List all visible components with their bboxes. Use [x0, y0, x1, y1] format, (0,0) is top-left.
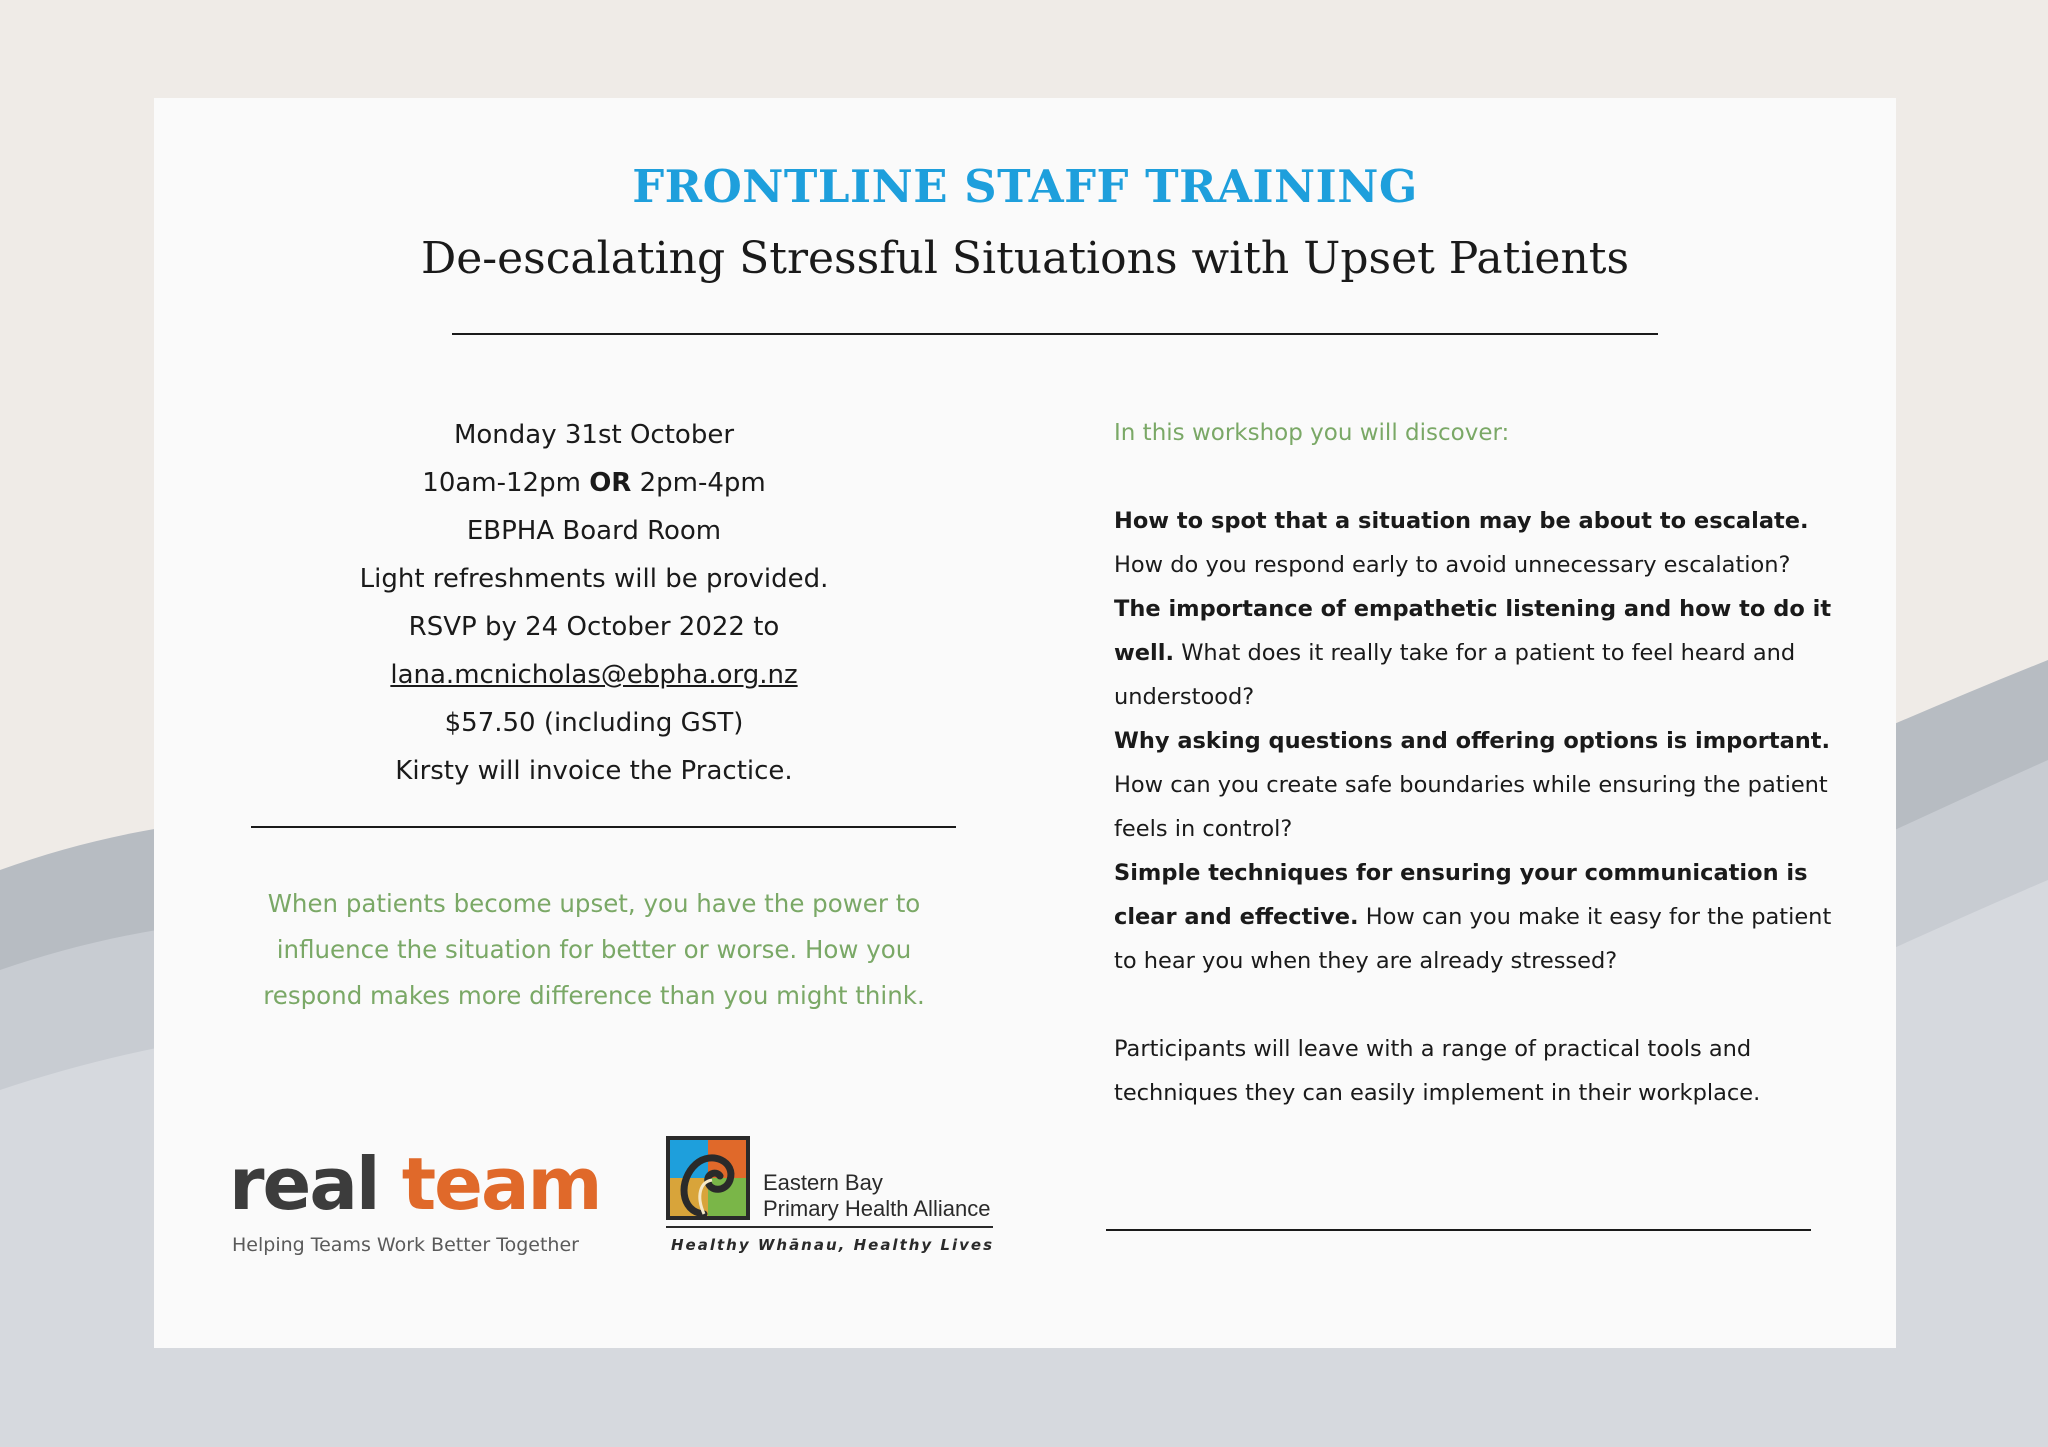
ebpha-underline — [666, 1226, 993, 1228]
topic-item — [1114, 719, 1834, 851]
workshop-section — [1114, 411, 1834, 1115]
details-divider — [251, 826, 956, 828]
topic-item — [1114, 587, 1834, 719]
workshop-divider — [1106, 1229, 1811, 1231]
event-price: $57.50 (including GST) — [444, 708, 744, 738]
topic-lead: How to spot that a situation may be about to escalate. — [1114, 508, 1809, 534]
topic-list — [1114, 499, 1834, 983]
rsvp-email-link[interactable]: lana.mcnicholas@ebpha.org.nz — [390, 660, 798, 690]
flyer-title: De-escalating Stressful Situations with Upset Patients — [420, 233, 1630, 284]
workshop-closing: Participants will leave with a range of practical tools and techniques they can easily implement in their workplace. — [1114, 1036, 1761, 1106]
time-or: OR — [589, 468, 632, 498]
ebpha-name-line2: Primary Health Alliance — [763, 1196, 991, 1221]
topic-text: What does it really take for a patient to feel heard and understood? — [1114, 640, 1796, 710]
topic-text: How do you respond early to avoid unnecessary escalation? — [1114, 552, 1791, 578]
time-option-b: 2pm-4pm — [639, 468, 766, 498]
topic-item — [1114, 499, 1834, 587]
topic-text: How can you make it easy for the patient to hear you when they are already stressed? — [1114, 904, 1832, 974]
event-venue: EBPHA Board Room — [466, 516, 722, 546]
topic-lead: Simple techniques for ensuring your communication is clear and effective. — [1114, 860, 1808, 930]
email-line — [299, 651, 889, 699]
title-divider — [452, 333, 1658, 335]
intro-quote: When patients become upset, you have the power to influence the situation for better or worse. How you respond makes more difference than you might think. — [263, 889, 925, 1010]
realteam-tagline: Helping Teams Work Better Together — [232, 1234, 579, 1256]
topic-lead: The importance of empathetic listening and how to do it well. — [1114, 596, 1832, 666]
event-date: Monday 31st October — [453, 420, 735, 450]
ebpha-name — [763, 1170, 990, 1222]
realteam-logo — [229, 1142, 601, 1256]
event-invoice: Kirsty will invoice the Practice. — [395, 756, 793, 786]
topic-text: How can you create safe boundaries while ensuring the patient feels in control? — [1114, 772, 1828, 842]
topic-item — [1114, 851, 1834, 983]
realteam-wordmark — [229, 1142, 601, 1226]
koru-emblem-icon — [666, 1136, 750, 1220]
realteam-word-team: team — [401, 1142, 601, 1226]
event-refreshments: Light refreshments will be provided. — [359, 564, 829, 594]
event-time — [299, 459, 889, 507]
ebpha-name-line1: Eastern Bay — [763, 1170, 883, 1195]
realteam-word-real: real — [229, 1142, 379, 1226]
topic-lead: Why asking questions and offering options is important. — [1114, 728, 1831, 754]
time-option-a: 10am-12pm — [422, 468, 581, 498]
flyer-card — [154, 98, 1896, 1348]
flyer-kicker: FRONTLINE STAFF TRAINING — [632, 160, 1418, 213]
event-details — [299, 411, 889, 795]
event-rsvp: RSVP by 24 October 2022 to — [408, 612, 780, 642]
ebpha-motto: Healthy Whānau, Healthy Lives — [671, 1236, 995, 1254]
workshop-intro: In this workshop you will discover: — [1114, 420, 1510, 446]
